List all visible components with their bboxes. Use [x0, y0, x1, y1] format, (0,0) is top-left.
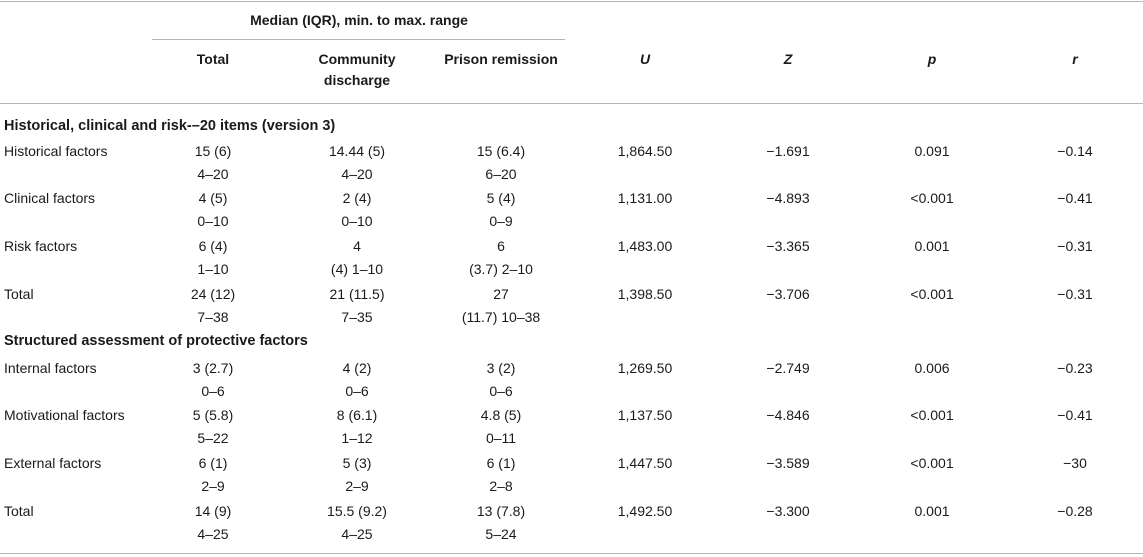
cell-prison: 13 (7.8) 5–24 — [476, 503, 526, 542]
cell-u: 1,137.50 — [617, 407, 673, 423]
col-header-z: Z — [783, 51, 793, 67]
cell-z: −4.893 — [766, 190, 810, 206]
col-header-u: U — [639, 51, 651, 67]
cell-total: 6 (1) 2–9 — [198, 455, 228, 494]
row-label: Clinical factors — [4, 190, 96, 206]
cell-p: 0.006 — [914, 360, 950, 376]
cell-r: −0.41 — [1057, 190, 1093, 206]
cell-r: −0.31 — [1057, 286, 1093, 302]
cell-z: −3.365 — [766, 238, 810, 254]
cell-z: −3.589 — [766, 455, 810, 471]
cell-prison: 3 (2) 0–6 — [486, 360, 516, 399]
cell-community: 4 (2) 0–6 — [342, 360, 372, 399]
cell-z: −3.300 — [766, 503, 810, 519]
cell-prison: 5 (4) 0–9 — [486, 190, 516, 229]
col-header-community — [319, 49, 396, 91]
cell-community: 5 (3) 2–9 — [342, 455, 372, 494]
cell-p: 0.091 — [914, 143, 950, 159]
row-label: Total — [4, 503, 34, 519]
row-label: External factors — [4, 455, 102, 471]
cell-z: −3.706 — [766, 286, 810, 302]
cell-prison: 4.8 (5) 0–11 — [480, 407, 522, 446]
cell-r: −0.41 — [1057, 407, 1093, 423]
table-bottom-rule — [0, 553, 1143, 554]
cell-u: 1,483.00 — [617, 238, 673, 254]
cell-community: 4 (4) 1–10 — [330, 238, 384, 277]
cell-prison: 6 (3.7) 2–10 — [469, 238, 533, 277]
cell-u: 1,269.50 — [617, 360, 673, 376]
cell-community: 8 (6.1) 1–12 — [336, 407, 378, 446]
col-header-community-line1: Community — [318, 51, 396, 67]
cell-community: 2 (4) 0–10 — [341, 190, 373, 229]
cell-prison: 6 (1) 2–8 — [486, 455, 516, 494]
col-header-community-line2: discharge — [323, 72, 391, 88]
cell-u: 1,492.50 — [617, 503, 673, 519]
cell-total: 24 (12) 7–38 — [190, 286, 236, 325]
cell-p: <0.001 — [910, 455, 954, 471]
cell-r: −30 — [1063, 455, 1087, 471]
cell-community: 15.5 (9.2) 4–25 — [327, 503, 387, 542]
header-bottom-rule — [0, 103, 1143, 104]
section-title: Historical, clinical and risk-–20 items (version 3) — [4, 118, 336, 134]
cell-total: 15 (6) 4–20 — [194, 143, 232, 182]
cell-z: −2.749 — [766, 360, 810, 376]
cell-p: <0.001 — [910, 407, 954, 423]
cell-total: 6 (4) 1–10 — [197, 238, 229, 277]
cell-r: −0.31 — [1057, 238, 1093, 254]
cell-total: 4 (5) 0–10 — [197, 190, 229, 229]
section-title: Structured assessment of protective factors — [4, 333, 308, 349]
group-header-title: Median (IQR), min. to max. range — [250, 12, 468, 28]
cell-r: −0.23 — [1057, 360, 1093, 376]
cell-r: −0.28 — [1057, 503, 1093, 519]
cell-p: <0.001 — [910, 190, 954, 206]
group-header-rule — [152, 39, 565, 40]
col-header-p: p — [927, 51, 937, 67]
cell-u: 1,864.50 — [617, 143, 673, 159]
cell-z: −1.691 — [766, 143, 810, 159]
cell-total: 5 (5.8) 5–22 — [192, 407, 234, 446]
cell-prison: 15 (6.4) 6–20 — [476, 143, 526, 182]
row-label: Internal factors — [4, 360, 97, 376]
cell-total: 3 (2.7) 0–6 — [192, 360, 234, 399]
cell-p: <0.001 — [910, 286, 954, 302]
col-header-total: Total — [196, 51, 230, 67]
col-header-r: r — [1072, 51, 1078, 67]
cell-community: 14.44 (5) 4–20 — [328, 143, 386, 182]
table-top-rule — [0, 1, 1143, 2]
cell-r: −0.14 — [1057, 143, 1093, 159]
cell-p: 0.001 — [914, 503, 950, 519]
row-label: Motivational factors — [4, 407, 125, 423]
row-label: Historical factors — [4, 143, 108, 159]
cell-p: 0.001 — [914, 238, 950, 254]
row-label: Total — [4, 286, 34, 302]
cell-total: 14 (9) 4–25 — [194, 503, 232, 542]
cell-community: 21 (11.5) 7–35 — [329, 286, 385, 325]
cell-u: 1,447.50 — [617, 455, 673, 471]
cell-u: 1,131.00 — [617, 190, 673, 206]
row-label: Risk factors — [4, 238, 78, 254]
cell-prison: 27 (11.7) 10–38 — [461, 286, 541, 325]
cell-u: 1,398.50 — [617, 286, 673, 302]
cell-z: −4.846 — [766, 407, 810, 423]
col-header-prison: Prison remission — [444, 51, 558, 67]
